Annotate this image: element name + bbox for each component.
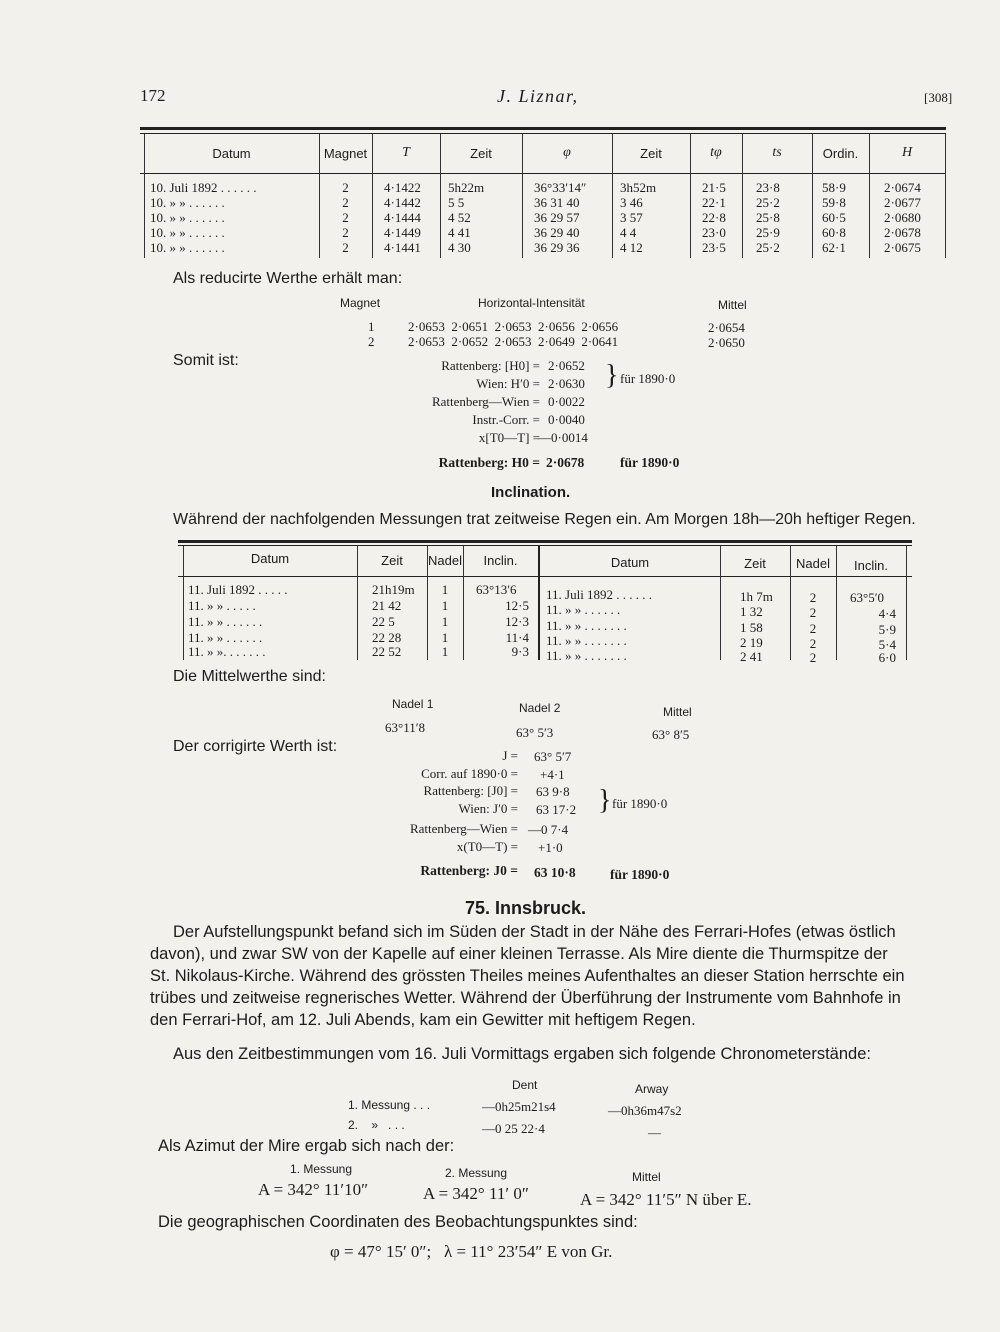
corrigirt-label: Der corrigirte Werth ist: [173, 738, 338, 755]
result-j0-value: 63 10·8 [534, 865, 576, 880]
brace-icon: } [598, 785, 612, 816]
col-t-s: ts [772, 145, 782, 160]
mittel-val-nadel2: 63° 5′3 [516, 725, 554, 740]
col-ordin: Ordin. [822, 146, 859, 161]
col-t: T [402, 145, 410, 160]
col-zeit-right: Zeit [744, 556, 766, 571]
coord-line: φ = 47° 15′ 0″; λ = 11° 23′54″ E von Gr. [330, 1242, 613, 1261]
col-zeit-2: Zeit [640, 146, 662, 161]
azimut-intro: Als Azimut der Mire ergab sich nach der: [158, 1137, 455, 1155]
col-inclin-left: Inclin. [483, 553, 518, 568]
col-inclin-right: Inclin. [854, 558, 888, 573]
mittel-col-mittel: Mittel [663, 705, 692, 719]
col-h: H [901, 145, 913, 160]
col-nadel-right: Nadel [796, 556, 830, 571]
col-datum-left: Datum [250, 551, 290, 566]
azimut-val-2: A = 342° 11′ 0″ [423, 1184, 529, 1203]
col-zeit-left: Zeit [381, 553, 403, 568]
mittel-val-mittel: 63° 8′5 [652, 727, 690, 742]
corr-brace-note: für 1890·0 [612, 796, 668, 811]
col-zeit-1: Zeit [470, 146, 492, 161]
azimut-col-1: 1. Messung [290, 1162, 353, 1176]
mittelwerthe-label: Die Mittelwerthe sind: [173, 668, 326, 685]
col-phi: φ [563, 145, 571, 160]
col-nadel-left: Nadel [428, 553, 462, 568]
mittel-col-nadel1: Nadel 1 [392, 697, 434, 711]
azimut-val-1: A = 342° 11′10″ [258, 1180, 369, 1199]
result-h0-label: Rattenberg: H0 = [438, 455, 540, 470]
somit-label: Somit ist: [173, 352, 239, 369]
col-magnet: Magnet [323, 146, 368, 161]
chrono-col-dent: Dent [512, 1078, 538, 1092]
coord-intro: Die geographischen Coordinaten des Beobachtungspunktes sind: [158, 1213, 638, 1231]
col-datum-right: Datum [610, 555, 650, 570]
section-title-inclination: Inclination. [491, 484, 571, 501]
result-j0-label: Rattenberg: J0 = [420, 863, 518, 878]
mittel-col-nadel2: Nadel 2 [519, 701, 561, 715]
inclination-intro: Während der nachfolgenden Messungen trat zeitweise Regen ein. Am Morgen 18h—20h heftiger Regen. [173, 511, 916, 528]
col-t-phi: tφ [710, 145, 722, 160]
running-author: J. Liznar, [497, 86, 579, 106]
result-j0-note: für 1890·0 [610, 867, 670, 882]
chrono-intro: Aus den Zeitbestimmungen vom 16. Juli Vormittags ergaben sich folgende Chronometerstände: [173, 1045, 871, 1063]
chrono-col-arway: Arway [635, 1082, 669, 1096]
azimut-col-mittel: Mittel [632, 1170, 661, 1184]
reduced-col-hi: Horizontal-Intensität [478, 296, 585, 310]
brace-icon: } [605, 360, 619, 391]
azimut-col-2: 2. Messung [445, 1166, 508, 1180]
page-number: 172 [140, 86, 166, 105]
bracket-page-number: [308] [924, 90, 953, 105]
result-h0-note: für 1890·0 [620, 455, 680, 470]
reduced-col-magnet: Magnet [340, 296, 381, 310]
azimut-val-mittel: A = 342° 11′5″ N über E. [580, 1190, 752, 1209]
mittel-val-nadel1: 63°11′8 [385, 720, 426, 735]
section-title-innsbruck: 75. Innsbruck. [465, 898, 587, 918]
brace-note: für 1890·0 [620, 371, 676, 386]
result-h0-value: 2·0678 [546, 455, 585, 470]
col-datum: Datum [212, 146, 251, 161]
reduced-col-mittel: Mittel [718, 298, 747, 312]
reduced-intro: Als reducirte Werthe erhält man: [173, 270, 403, 287]
